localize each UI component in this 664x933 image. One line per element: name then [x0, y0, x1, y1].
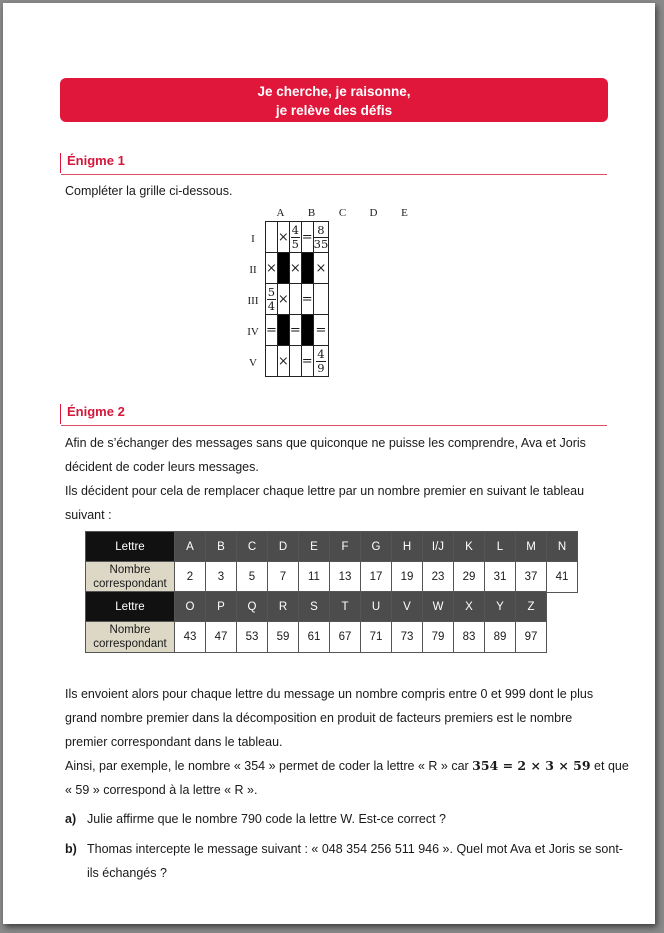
grid-cell-c3[interactable]: [289, 284, 301, 315]
grid-cell-d5: =: [301, 346, 313, 377]
letter-cell: Q: [237, 592, 268, 622]
enigme2-heading: [60, 404, 607, 424]
letter-cell: T: [330, 592, 361, 622]
number-cell: 47: [206, 622, 237, 653]
letter-cell: H: [392, 532, 423, 562]
grid-cell-a2: ×: [266, 253, 278, 284]
col-header-a: A: [276, 207, 285, 219]
fraction-4-9: $\frac{4}{9}$: [317, 346, 325, 375]
grid-cell-b2-black: [277, 253, 289, 284]
grid-cell-c5[interactable]: [289, 346, 301, 377]
grid-cell-b5: ×: [277, 346, 289, 377]
row-header-3: III: [247, 295, 259, 307]
letter-cell: Y: [485, 592, 516, 622]
grid-cell-b1: ×: [277, 222, 289, 253]
paragraph-line: suivant :: [65, 508, 112, 522]
numbers-row-1: [86, 562, 578, 593]
title-banner: [60, 78, 608, 122]
puzzle-grid: [265, 221, 329, 377]
number-cell: 7: [268, 562, 299, 593]
number-cell: 79: [423, 622, 454, 653]
question-b-label: b): [65, 842, 77, 856]
grid-cell-b4-black: [277, 315, 289, 346]
number-cell: 71: [361, 622, 392, 653]
letter-cell: Z: [516, 592, 547, 622]
example-line: Ainsi, par exemple, le nombre « 354 » permet de coder la lettre « R » car 354 = 2 × 3 × 59 et que: [65, 758, 629, 773]
fraction-4-5: $\frac{4}{5}$: [291, 222, 299, 251]
letter-cell: O: [175, 592, 206, 622]
grid-cell-e4: =: [313, 315, 329, 346]
number-cell: 11: [299, 562, 330, 593]
letter-cell: D: [268, 532, 299, 562]
number-cell: 41: [547, 562, 578, 593]
letter-label: Lettre: [86, 592, 175, 622]
question-b-text-2: ils échangés ?: [87, 866, 167, 880]
code-table-2: [85, 591, 547, 653]
col-header-e: E: [401, 207, 408, 219]
number-cell: 3: [206, 562, 237, 593]
letter-cell: R: [268, 592, 299, 622]
number-cell: 83: [454, 622, 485, 653]
number-cell: 89: [485, 622, 516, 653]
letter-cell: K: [454, 532, 485, 562]
page: [3, 3, 655, 924]
number-cell: 43: [175, 622, 206, 653]
letter-cell: I/J: [423, 532, 454, 562]
grid-cell-c1: [289, 222, 301, 253]
number-cell: 37: [516, 562, 547, 593]
banner-line-1: Je cherche, je raisonne,: [257, 84, 411, 99]
col-header-b: B: [307, 207, 316, 219]
grid-cell-d4-black: [301, 315, 313, 346]
enigme2-title: Énigme 2: [67, 404, 125, 419]
grid-cell-e1: [313, 222, 329, 253]
question-a-label: a): [65, 812, 77, 826]
number-label: Nombre correspondant: [86, 622, 175, 653]
grid-cell-b3: ×: [277, 284, 289, 315]
number-cell: 2: [175, 562, 206, 593]
letters-row-1: [86, 532, 578, 562]
grid-cell-a4: =: [266, 315, 278, 346]
enigme1-heading: [60, 153, 607, 173]
letter-cell: L: [485, 532, 516, 562]
number-cell: 23: [423, 562, 454, 593]
number-cell: 31: [485, 562, 516, 593]
row-header-1: I: [251, 233, 255, 245]
number-label: Nombre correspondant: [86, 562, 175, 593]
enigme2-rule: [61, 425, 607, 426]
paragraph-line: « 59 » correspond à la lettre « R ».: [65, 783, 258, 797]
col-header-c: C: [338, 207, 347, 219]
letter-cell: E: [299, 532, 330, 562]
enigme2-intro: [65, 431, 586, 527]
number-cell: 29: [454, 562, 485, 593]
grid-cell-e3[interactable]: [313, 284, 329, 315]
code-table-1: [85, 531, 578, 593]
paragraph-line: premier correspondant dans le tableau.: [65, 735, 283, 749]
grid-cell-e2: ×: [313, 253, 329, 284]
paragraph-line: Ils décident pour cela de remplacer chaque lettre par un nombre premier en suivant le tableau: [65, 484, 585, 498]
row-header-4: IV: [247, 326, 259, 338]
paragraph-line: Afin de s’échanger des messages sans que quiconque ne puisse les comprendre, Ava et Joris: [65, 436, 586, 450]
letter-cell: G: [361, 532, 392, 562]
letter-cell: V: [392, 592, 423, 622]
grid-cell-a5[interactable]: [266, 346, 278, 377]
number-cell: 53: [237, 622, 268, 653]
number-cell: 59: [268, 622, 299, 653]
enigme1-title: Énigme 1: [67, 153, 125, 168]
question-b-text-1: Thomas intercepte le message suivant : « 048 354 256 511 946 ». Quel mot Ava et Joris se sont-: [87, 842, 623, 856]
number-cell: 13: [330, 562, 361, 593]
col-header-d: D: [369, 207, 378, 219]
number-cell: 5: [237, 562, 268, 593]
row-header-2: II: [249, 264, 257, 276]
letters-row-2: [86, 592, 547, 622]
grid-cell-a1[interactable]: [266, 222, 278, 253]
grid-cell-a3: [266, 284, 278, 315]
enigme1-instruction: Compléter la grille ci-dessous.: [65, 184, 233, 198]
letter-label: Lettre: [86, 532, 175, 562]
banner-line-2: je relève des défis: [275, 103, 393, 118]
math-expression: 354 = 2 × 3 × 59: [472, 758, 591, 773]
question-a-text: Julie affirme que le nombre 790 code la lettre W. Est-ce correct ?: [87, 812, 446, 826]
question-b: [65, 837, 623, 885]
row-header-5: V: [249, 357, 257, 369]
letter-cell: S: [299, 592, 330, 622]
number-cell: 61: [299, 622, 330, 653]
letter-cell: X: [454, 592, 485, 622]
grid-cell-d3: =: [301, 284, 313, 315]
number-cell: 19: [392, 562, 423, 593]
letter-cell: M: [516, 532, 547, 562]
grid-cell-d1: =: [301, 222, 313, 253]
number-cell: 17: [361, 562, 392, 593]
enigme1-rule: [61, 174, 607, 175]
letter-cell: B: [206, 532, 237, 562]
letter-cell: F: [330, 532, 361, 562]
number-cell: 97: [516, 622, 547, 653]
number-cell: 73: [392, 622, 423, 653]
numbers-row-2: [86, 622, 547, 653]
grid-cell-c4: =: [289, 315, 301, 346]
paragraph-line: grand nombre premier dans la décomposition en produit de facteurs premiers est le nombre: [65, 711, 573, 725]
letter-cell: N: [547, 532, 578, 562]
grid-cell-d2-black: [301, 253, 313, 284]
enigme2-explanation: [65, 682, 629, 802]
fraction-8-35: $\frac{8}{35}$: [313, 222, 329, 251]
letter-cell: P: [206, 592, 237, 622]
grid-cell-c2: ×: [289, 253, 301, 284]
paragraph-line: décident de coder leurs messages.: [65, 460, 259, 474]
letter-cell: U: [361, 592, 392, 622]
grid-cell-e5: [313, 346, 329, 377]
paragraph-line: Ils envoient alors pour chaque lettre du message un nombre compris entre 0 et 999 dont le plus: [65, 687, 594, 701]
number-cell: 67: [330, 622, 361, 653]
letter-cell: C: [237, 532, 268, 562]
fraction-5-4: $\frac{5}{4}$: [267, 284, 276, 313]
letter-cell: W: [423, 592, 454, 622]
question-a: [65, 807, 446, 831]
letter-cell: A: [175, 532, 206, 562]
